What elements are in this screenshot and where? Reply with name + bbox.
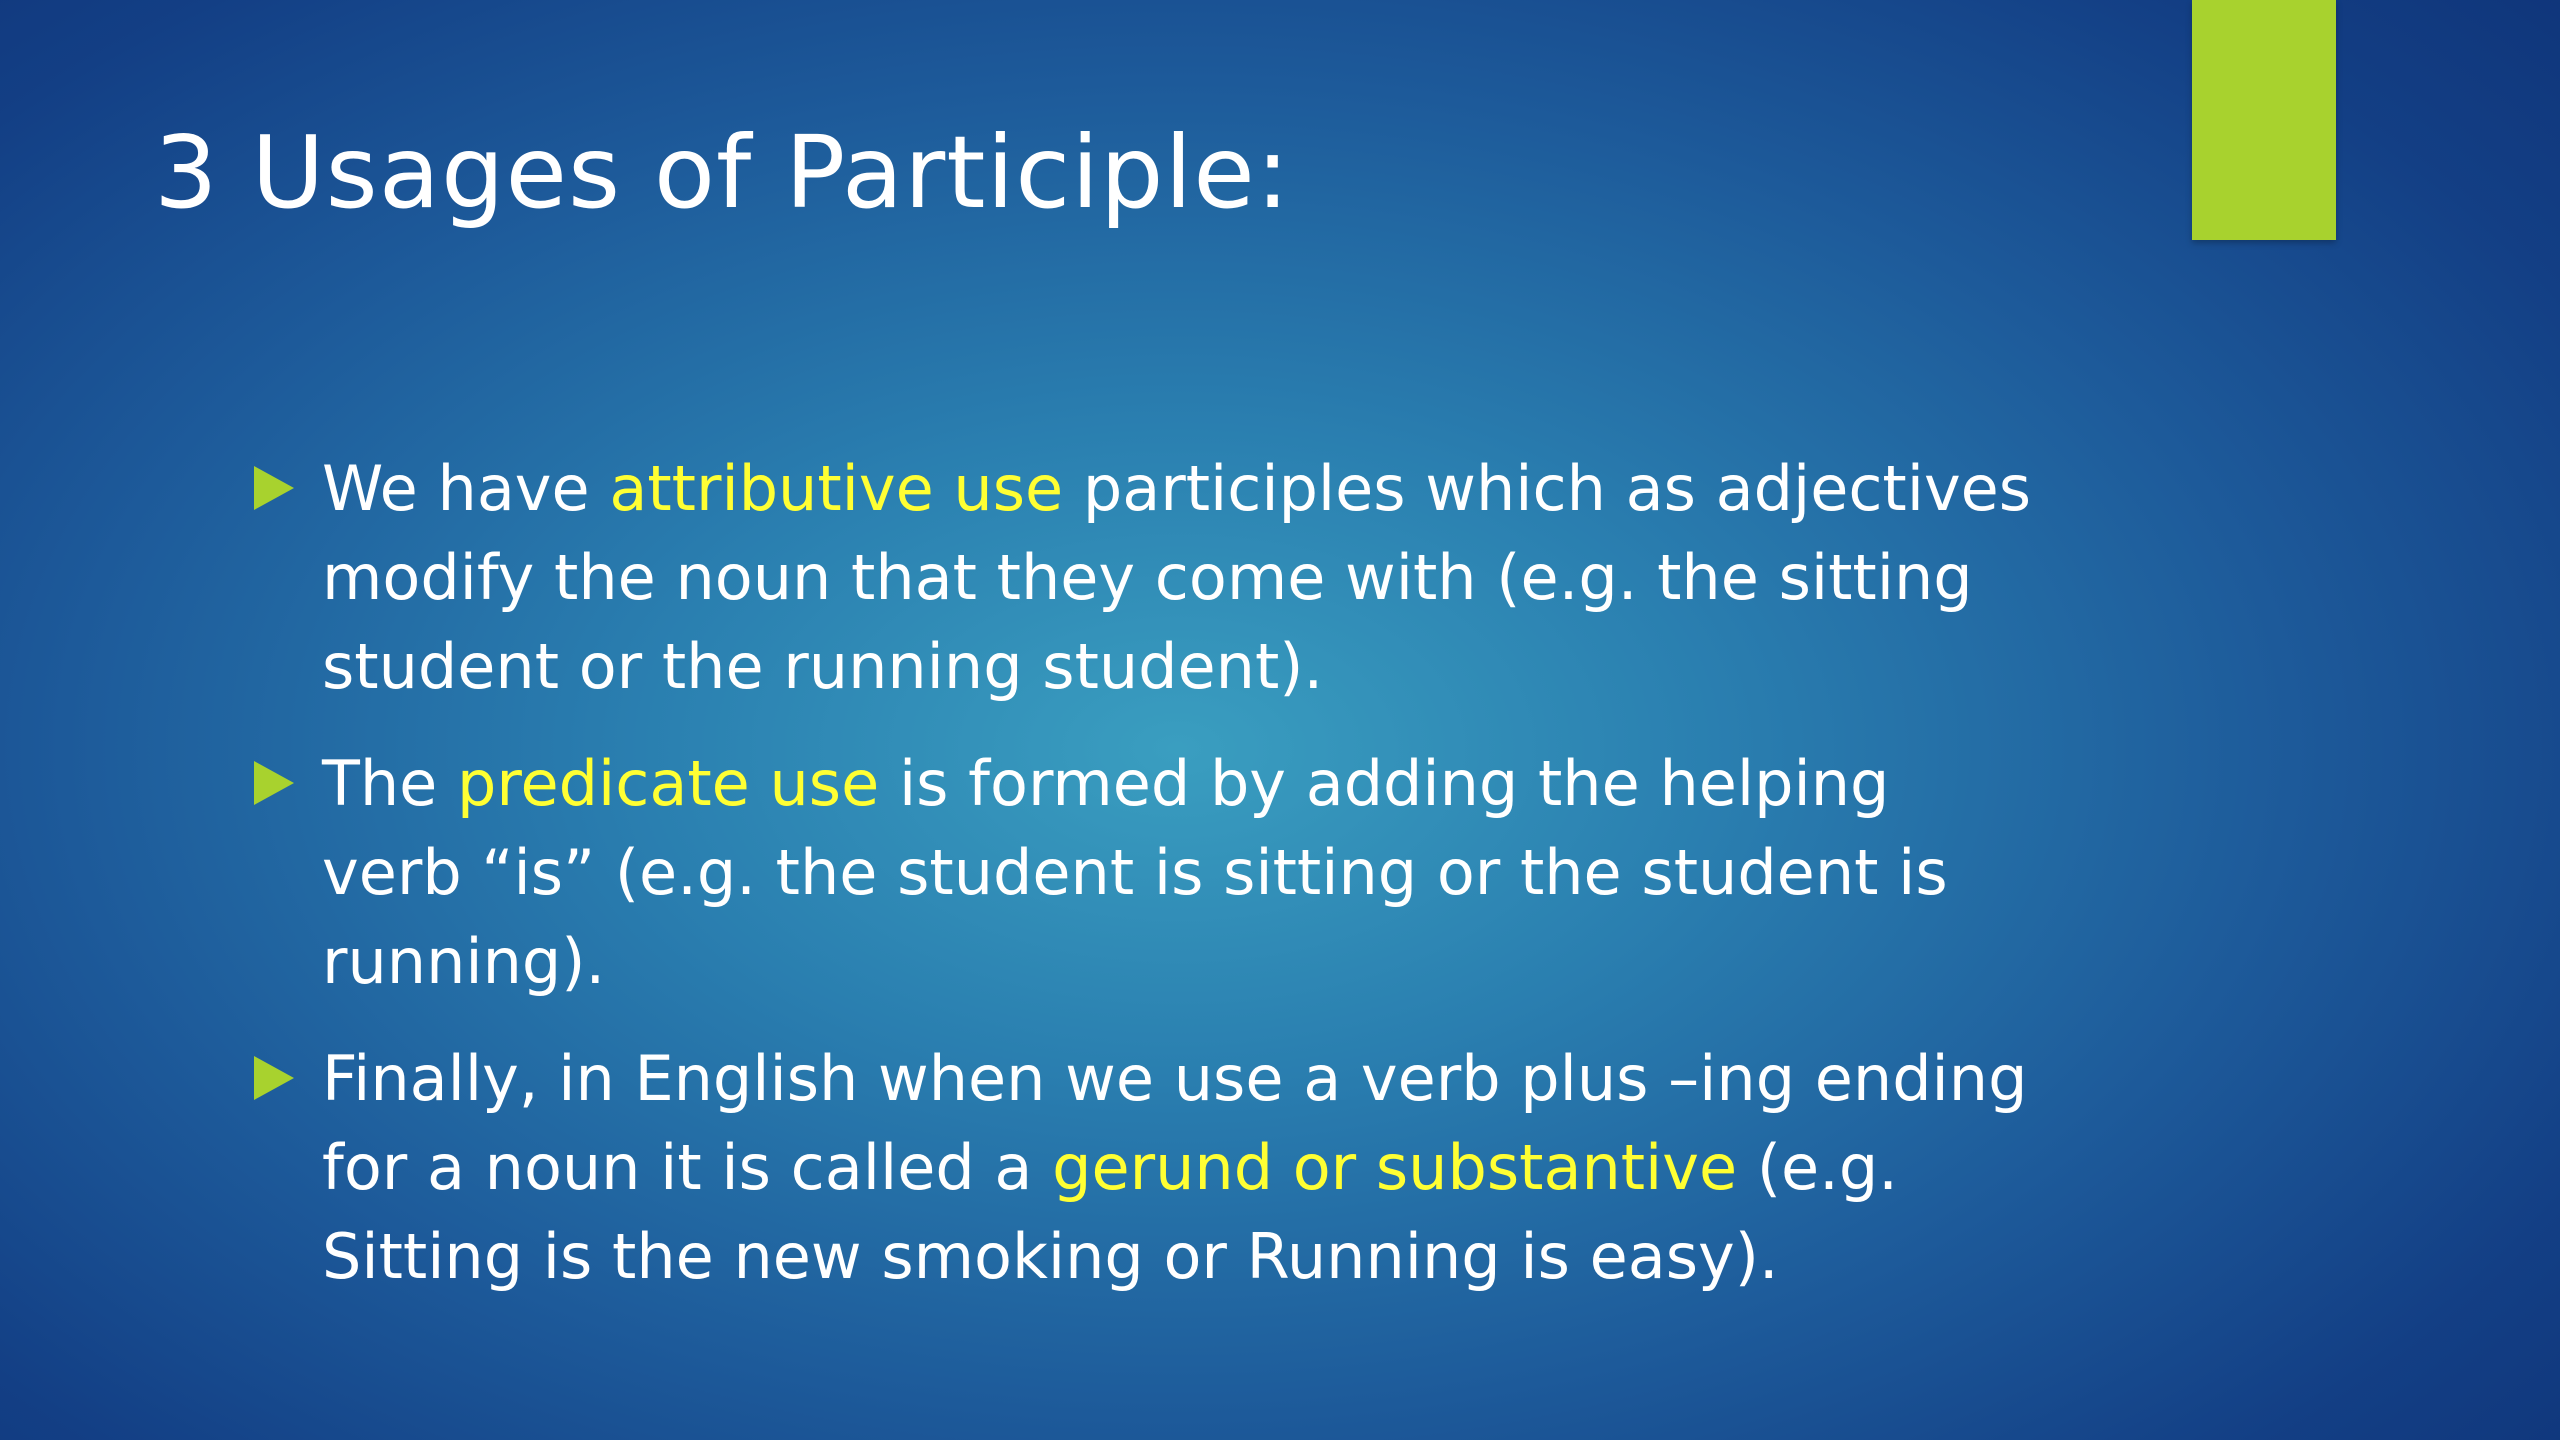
text-run: is formed by adding the helping <box>879 747 1890 820</box>
bullet-line <box>322 1123 2344 1212</box>
highlighted-term: gerund or substantive <box>1052 1131 1738 1204</box>
bullet-line: verb “is” (e.g. the student is sitting or the student is <box>322 836 1948 909</box>
bullet-triangle-icon <box>254 1056 294 1100</box>
bullet-item <box>254 1034 2344 1301</box>
bullet-line: student or the running student). <box>322 630 1324 703</box>
bullet-item <box>254 444 2344 711</box>
text-run: for a noun it is called a <box>322 1131 1053 1204</box>
bullet-triangle-icon <box>254 761 294 805</box>
bullet-line <box>322 739 2344 828</box>
bullet-list <box>254 444 2344 1329</box>
text-run: The <box>322 747 458 820</box>
slide-title: 3 Usages of Participle: <box>154 114 1291 231</box>
bullet-line: Sitting is the new smoking or Running is easy). <box>322 1220 1779 1293</box>
text-run: participles which as adjectives <box>1063 452 2032 525</box>
highlighted-term: attributive use <box>609 452 1064 525</box>
text-run: (e.g. <box>1737 1131 1898 1204</box>
bullet-line: modify the noun that they come with (e.g. the sitting <box>322 541 1973 614</box>
text-run: We have <box>322 452 610 525</box>
bullet-line: Finally, in English when we use a verb plus –ing ending <box>322 1042 2028 1115</box>
bullet-line: running). <box>322 925 606 998</box>
bullet-triangle-icon <box>254 466 294 510</box>
accent-bar <box>2192 0 2336 240</box>
bullet-item <box>254 739 2344 1006</box>
highlighted-term: predicate use <box>457 747 880 820</box>
bullet-line <box>322 444 2344 533</box>
